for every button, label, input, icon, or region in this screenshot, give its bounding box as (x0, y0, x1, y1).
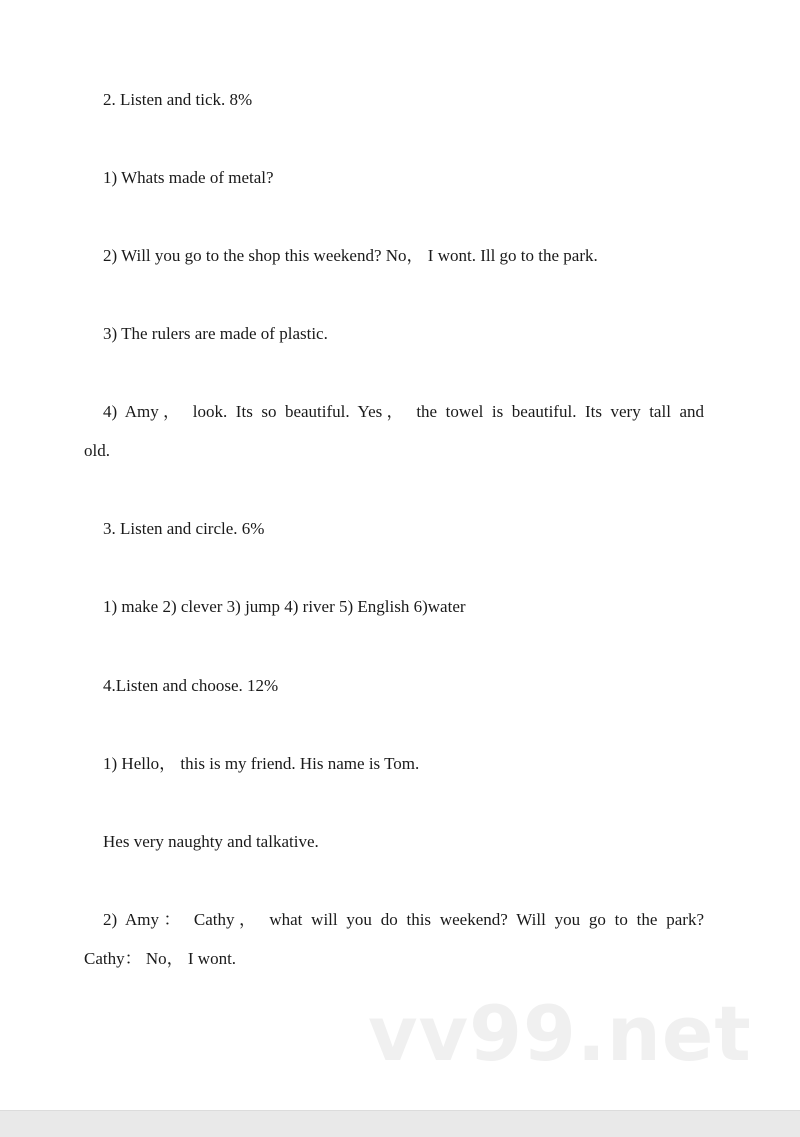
section-heading-listen-and-tick: 2. Listen and tick. 8% (103, 90, 253, 109)
watermark: vv99.net (368, 989, 752, 1078)
tick-item-4: 4) Amy， look. Its so beautiful. Yes， the towel is beautiful. Its very tall and (103, 402, 704, 421)
choose-item-2-continuation: Cathy： No， I wont. (84, 949, 237, 968)
tick-item-4-continuation: old. (84, 441, 110, 460)
section-heading-listen-and-choose: 4.Listen and choose. 12% (103, 676, 279, 695)
circle-word-list: 1) make 2) clever 3) jump 4) river 5) English 6)water (103, 597, 466, 616)
tick-item-3: 3) The rulers are made of plastic. (103, 324, 328, 343)
page-bottom-divider (0, 1110, 800, 1137)
tick-item-2: 2) Will you go to the shop this weekend? No， I wont. Ill go to the park. (103, 246, 598, 265)
section-heading-listen-and-circle: 3. Listen and circle. 6% (103, 519, 265, 538)
tick-item-1: 1) Whats made of metal? (103, 168, 274, 187)
choose-item-1-continuation: Hes very naughty and talkative. (103, 832, 319, 851)
choose-item-2: 2) Amy： Cathy， what will you do this weekend? Will you go to the park? (103, 910, 704, 929)
choose-item-1: 1) Hello， this is my friend. His name is Tom. (103, 754, 420, 773)
